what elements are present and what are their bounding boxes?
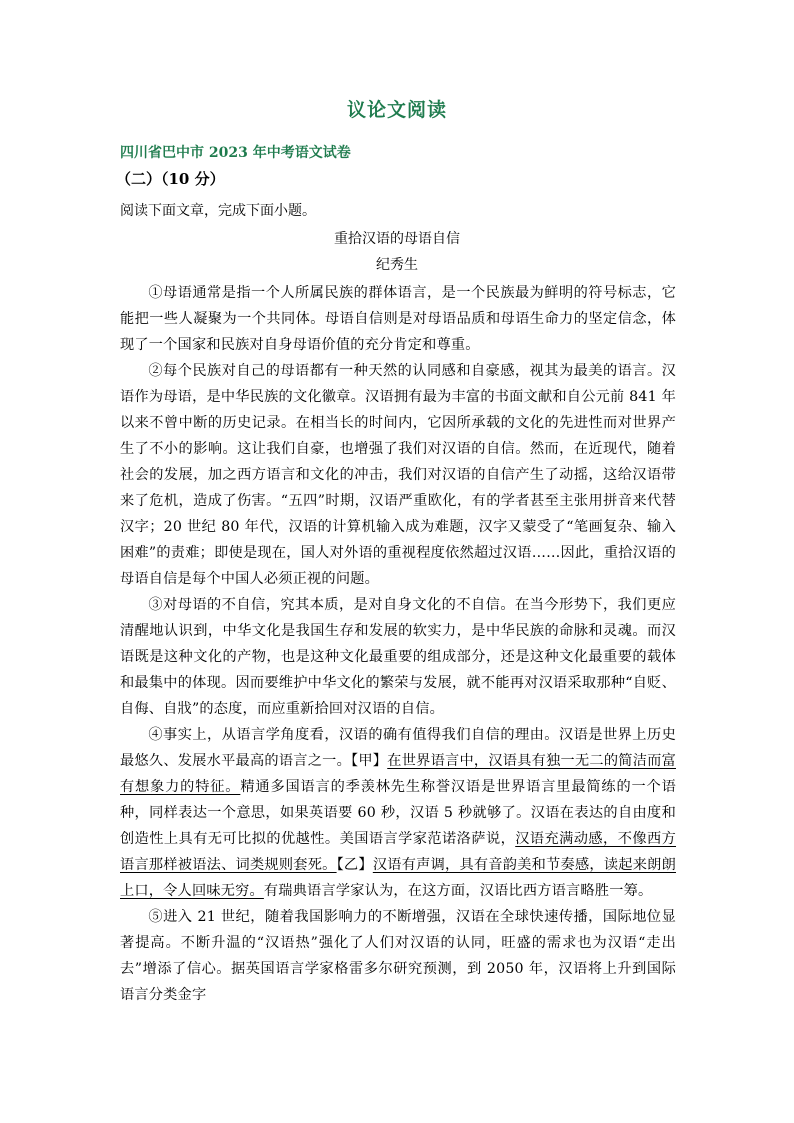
section-label: （二）（10 分） [116,170,225,188]
underlined-quote: 汉语充满动感，不像西方语言那样被语法、词类规则套死。 [120,831,677,873]
paragraph-2: ②每个民族对自己的母语都有一种天然的认同感和自豪感，视其为最美的语言。汉语作为母语，是中华民族的文化徽章。汉语拥有最为丰富的书面文献和自公元前 841 年以来不曾中断的历史记录。在相当长的时间内，它因所承载的文化的先进性而对世界产生了不小的影响。这让我们自豪，也增强了我们对汉语的自信。然而，在近现代，随着社会的发展，加之西方语言和文化的冲击，我们对汉语的自信产生了动摇，这给汉语带来了危机，造成了伤害。“五四”时期，汉语严重欧化，有的学者甚至主张用拼音来代替汉字；20 世纪 80 年代，汉语的计算机输入成为难题，汉字又蒙受了“笔画复杂、输入困难”的责难；即使是现在，国人对外语的重视程度依然超过汉语……因此，重拾汉语的母语自信是每个中国人必须正视的问题。 [120,363,676,587]
paragraph-3: ③对母语的不自信，究其本质，是对自身文化的不自信。在当今形势下，我们更应清醒地认识到，中华文化是我国生存和发展的软实力，是中华民族的命脉和灵魂。而汉语既是这种文化的产物，也是这种文化最重要的组成部分，还是这种文化最重要的载体和最集中的体现。因而要维护中华文化的繁荣与发展，就不能再对汉语采取那种“自贬、自侮、自戕”的态度，而应重新拾回对汉语的自信。 [120,597,676,717]
instruction-text: 阅读下面文章，完成下面小题。 [120,203,316,219]
article-title: 重拾汉语的母语自信 [334,231,460,247]
exam-source: 四川省巴中市 2023 年中考语文试卷 [120,145,351,161]
page-title: 议论文阅读 [346,99,447,121]
article-author: 纪秀生 [376,257,418,273]
underlined-sentence-yi: 汉语有声调，具有音韵美和节奏感，读起来朗朗上口，令人回味无穷。 [120,857,676,899]
paragraph-5: ⑤进入 21 世纪，随着我国影响力的不断增强，汉语在全球快速传播，国际地位显著提高。不断升温的“汉语热”强化了人们对汉语的认同，旺盛的需求也为汉语“走出去”增添了信心。据英国语言学家格雷多尔研究预测，到 2050 年，汉语将上升到国际语言分类金字 [120,909,676,1003]
marker-yi: 【乙】 [336,857,373,873]
paragraph-4-part-d: 有瑞典语言学家认为，在这方面，汉语比西方语言略胜一筹。 [263,883,653,899]
underlined-sentence-jia: 在世界语言中，汉语具有独一无二的简洁而富有想象力的特征。 [120,753,676,795]
paragraph-4-part-b: 精通多国语言的季羡林先生称誉汉语是世界语言里最简练的一个语种，同样表达一个意思，如果英语要 60 秒，汉语 5 秒就够了。汉语在表达的自由度和创造性上具有无可比拟的优越性。美国语言学家范诺洛萨说， [120,779,676,847]
paragraph-4-part-a: ④事实上，从语言学角度看，汉语的确有值得我们自信的理由。汉语是世界上历史最悠久、发展水平最高的语言之一。【甲】 [120,727,676,769]
paragraph-4 [120,722,676,904]
article-body [120,280,676,1008]
paragraph-1: ①母语通常是指一个人所属民族的群体语言，是一个民族最为鲜明的符号标志，它能把一些人凝聚为一个共同体。母语自信则是对母语品质和母语生命力的坚定信念，体现了一个国家和民族对自身母语价值的充分肯定和尊重。 [120,285,676,353]
